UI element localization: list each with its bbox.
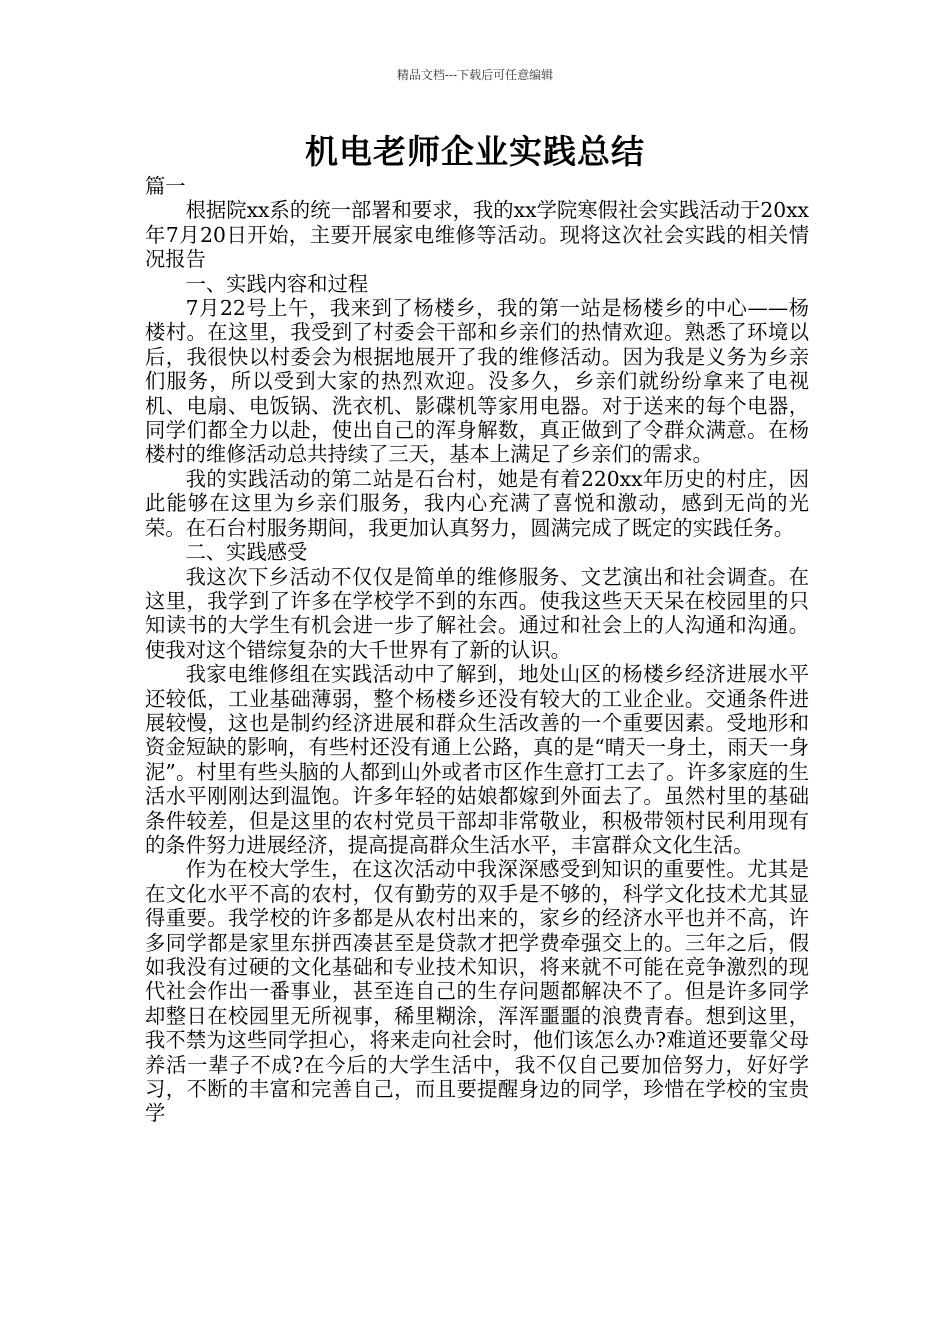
section-heading: 二、实践感受 — [185, 540, 308, 565]
paragraph: 根据院xx系的统一部署和要求，我的xx学院寒假社会实践活动于20xx年7月20日开始，主要开展家电维修等活动。现将这次社会实践的相关情况报告 — [145, 198, 809, 272]
paragraph: 我的实践活动的第二站是石台村，她是有着220xx年历史的村庄，因此能够在这里为乡亲们服务，我内心充满了喜悦和激动，感到无尚的光荣。在石台村服务期间，我更加认真努力，圆满完成了既定的实践任务。 — [145, 466, 809, 540]
paragraph: 作为在校大学生，在这次活动中我深深感受到知识的重要性。尤其是在文化水平不高的农村，仅有勤劳的双手是不够的，科学文化技术尤其显得重要。我学校的许多都是从农村出来的，家乡的经济水平也并不高，许多同学都是家里东拼西凑甚至是贷款才把学费牵强交上的。三年之后，假如我没有过硬的文化基础和专业技术知识，将来就不可能在竞争激烈的现代社会作出一番事业，甚至连自己的生存问题都解决不了。但是许多同学却整日在校园里无所视事，稀里糊涂，浑浑噩噩的浪费青春。想到这里，我不禁为这些同学担心，将来走向社会时，他们该怎么办?难道还要靠父母养活一辈子不成?在今后的大学生活中，我不仅自己要加倍努力，好好学习，不断的丰富和完善自己，而且要提醒身边的同学，珍惜在学校的宝贵学 — [145, 857, 809, 1126]
paragraph: 7月22号上午，我来到了杨楼乡，我的第一站是杨楼乡的中心——杨楼村。在这里，我受到了村委会干部和乡亲们的热情欢迎。熟悉了环境以后，我很快以村委会为根据地展开了我的维修活动。因为我是义务为乡亲们服务，所以受到大家的热烈欢迎。没多久，乡亲们就纷纷拿来了电视机、电扇、电饭锅、洗衣机、影碟机等家用电器。对于送来的每个电器，同学们都全力以赴，使出自己的浑身解数，真正做到了令群众满意。在杨楼村的维修活动总共持续了三天，基本上满足了乡亲们的需求。 — [145, 296, 809, 467]
paragraph: 我这次下乡活动不仅仅是简单的维修服务、文艺演出和社会调查。在这里，我学到了许多在学校学不到的东西。使我这些天天呆在校园里的只知读书的大学生有机会进一步了解社会。通过和社会上的人沟通和沟通。使我对这个错综复杂的大千世界有了新的认识。 — [145, 564, 809, 662]
paragraph: 我家电维修组在实践活动中了解到，地处山区的杨楼乡经济进展水平还较低，工业基础薄弱，整个杨楼乡还没有较大的工业企业。交通条件进展较慢，这也是制约经济进展和群众生活改善的一个重要因素。受地形和资金短缺的影响，有些村还没有通上公路，真的是“晴天一身土，雨天一身泥”。村里有些头脑的人都到山外或者市区作生意打工去了。许多家庭的生活水平刚刚达到温饱。许多年轻的姑娘都嫁到外面去了。虽然村里的基础条件较差，但是这里的农村党员干部却非常敬业，积极带领村民利用现有的条件努力进展经济，提高提高群众生活水平，丰富群众文化生活。 — [145, 662, 809, 857]
document-body — [145, 174, 809, 1126]
header-note: 精品文档---下载后可任意编辑 — [396, 68, 554, 82]
paragraph: 篇一 — [145, 174, 186, 198]
section-heading: 一、实践内容和过程 — [185, 271, 369, 296]
document-title: 机电老师企业实践总结 — [305, 132, 645, 171]
